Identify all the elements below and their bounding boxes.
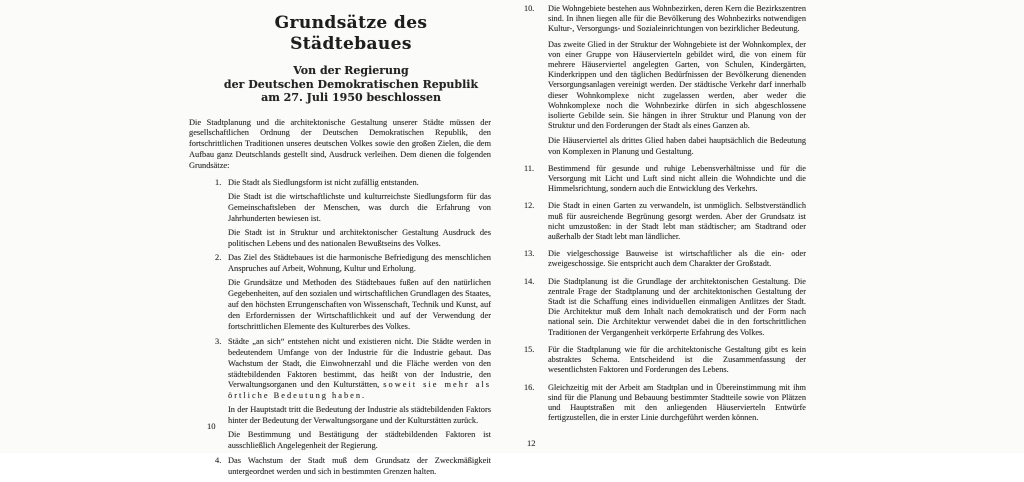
numbered-item-16 bbox=[524, 383, 806, 424]
item-body bbox=[548, 249, 806, 269]
item-paragraph: Die Grundsätze und Methoden des Städtebaues fußen auf den natürlichen Gegebenheiten, auf den sozialen und wirtschaftlichen Grundlagen des Staates, auf den höchsten Errungenschaften von Wissenschaft, Technik und Kunst, auf den Erfordernissen der Wirtschaftlichkeit und auf der Verwendung der fortschrittlichen Elemente des Kulturerbes des Volkes. bbox=[228, 278, 491, 331]
item-paragraph: Die Stadtplanung ist die Grundlage der architektonischen Gestaltung. Die zentrale Frage der Stadtplanung und der architektonischen Gestaltung der Stadt ist die Schaffung eines individuellen einmaligen Antlitzes der Stadt. Die Architektur muß dem Inhalt nach demokratisch und der Form nach national sein. Die Architektur verwendet dabei die in den fortschrittlichen Traditionen der Vergangenheit verkörperte Erfahrung des Volkes. bbox=[548, 276, 806, 337]
numbered-item-14 bbox=[524, 277, 806, 338]
item-body bbox=[548, 4, 806, 157]
item-body bbox=[548, 345, 806, 376]
item-number: 3. bbox=[215, 336, 222, 346]
item-number: 10. bbox=[524, 4, 535, 13]
numbered-item-4 bbox=[189, 456, 491, 478]
numbered-item-12 bbox=[524, 201, 806, 242]
intro-paragraph: Die Stadtplanung und die architektonische Gestaltung unserer Städte müssen der gesellschaftlichen Ordnung der Deutschen Demokratischen Republik, den fortschrittlichen Traditionen unseres deutschen Volkes sowie den großen Zielen, die dem Aufbau ganz Deutschlands gestellt sind, Ausdruck verleihen. Dem dienen die folgenden Grundsätze: bbox=[189, 117, 491, 171]
left-items-list bbox=[189, 178, 491, 478]
item-body bbox=[548, 164, 806, 195]
document-title: Grundsätze des Städtebaues bbox=[274, 13, 428, 54]
item-body bbox=[228, 337, 491, 452]
page-number-right: 12 bbox=[527, 438, 536, 448]
item-number: 4. bbox=[215, 455, 222, 465]
item-body bbox=[548, 277, 806, 338]
numbered-item-1 bbox=[189, 178, 491, 249]
item-paragraph: Für die Stadtplanung wie für die architektonische Gestaltung gibt es kein abstraktes Schema. Entscheidend ist die Zusammenfassung der wesentlichsten Faktoren und Forderungen des Lebens. bbox=[548, 344, 806, 375]
item-number: 15. bbox=[524, 344, 535, 354]
item-paragraph: Die vielgeschossige Bauweise ist wirtschaftlicher als die ein- oder zweigeschossige. Sie entspricht auch dem Charakter der Großstadt. bbox=[548, 249, 806, 269]
page-left bbox=[189, 13, 491, 482]
item-number: 2. bbox=[215, 253, 222, 263]
subtitle-line-3: am 27. Juli 1950 beschlossen bbox=[261, 91, 441, 104]
item-number: 13. bbox=[524, 249, 535, 259]
item-paragraph: Die Stadt als Siedlungsform ist nicht zufällig entstanden. bbox=[228, 178, 419, 188]
numbered-item-13 bbox=[524, 249, 806, 269]
item-number: 12. bbox=[524, 201, 535, 211]
item-body bbox=[228, 178, 491, 249]
item-body bbox=[228, 253, 491, 332]
item-paragraph: Gleichzeitig mit der Arbeit am Stadtplan und in Übereinstimmung mit ihm sind für die Planung und Bebauung bestimmter Stadtteile sowie von Plätzen und Hauptstraßen mit den anliegenden Häuservierteln Entwürfe fertigzustellen, die in erster Linie durchgeführt werden können. bbox=[548, 382, 806, 423]
numbered-item-11 bbox=[524, 164, 806, 195]
numbered-item-3 bbox=[189, 337, 491, 452]
title-block bbox=[211, 13, 491, 105]
item-paragraph: Das zweite Glied in der Struktur der Wohngebiete ist der Wohnkomplex, der von einer Gruppe von Häuservierteln gebildet wird, die von einem für mehrere Häuserviertel angelegten Garten, von Schulen, Kindergärten, Kinderkrippen und den täglichen Bedürfnissen der Bevölkerung dienenden Versorgungsanlagen vereinigt werden. Der städtische Verkehr darf innerhalb dieser Wohnkomplexe nicht zugelassen werden, aber weder die Wohnkomplexe noch die Wohnbezirke dürfen in sich abgeschlossene isolierte Gebilde sein. Sie hängen in ihrer Struktur und Planung von der Struktur und den Forderungen der Stadt als eines Ganzen ab. bbox=[548, 39, 806, 131]
item-paragraph: Das Wachstum der Stadt muß dem Grundsatz der Zweckmäßigkeit untergeordnet werden und sich in bestimmten Grenzen halten. bbox=[228, 455, 491, 476]
page-number-left: 10 bbox=[207, 421, 216, 431]
item-body bbox=[548, 383, 806, 424]
item-body bbox=[228, 456, 491, 478]
item-number: 1. bbox=[215, 178, 222, 188]
item-paragraph: Die Stadt ist die wirtschaftlichste und kulturreichste Siedlungsform für das Gemeinschaftsleben der Menschen, was durch die Erfahrung von Jahrhunderten bewiesen ist. bbox=[228, 191, 491, 223]
item-number: 16. bbox=[524, 382, 535, 392]
item-paragraph: Die Stadt in einen Garten zu verwandeln, ist unmöglich. Selbstverständlich muß für ausreichende Begrünung gesorgt werden. Aber der Grundsatz ist nicht umzustoßen: in der Stadt lebt man städtischer; am Stadtrand oder außerhalb der Stadt lebt man ländlicher. bbox=[548, 201, 806, 242]
item-number: 11. bbox=[524, 163, 535, 173]
item-paragraph: Die Häuserviertel als drittes Glied haben dabei hauptsächlich die Bedeutung von Komplexen in Planung und Gestaltung. bbox=[548, 136, 806, 156]
numbered-item-15 bbox=[524, 345, 806, 376]
item-body bbox=[548, 201, 806, 242]
paragraph-text: Städte „an sich“ entstehen nicht und existieren nicht. Die Städte werden in bedeutendem Umfange von der Industrie für die Industrie gebaut. Das Wachstum der Stadt, die Einwohnerzahl und die Fläche werden von den städtebildenden Faktoren bestimmt, das heißt von der Industrie, den Verwaltungsorganen und den Kulturstätten, bbox=[228, 336, 491, 390]
subtitle-line-2: der Deutschen Demokratischen Republik bbox=[223, 77, 479, 91]
letterspaced-phrase: soweit sie mehr als örtliche Bedeutung haben. bbox=[228, 380, 491, 401]
item-paragraph: Die Bestimmung und Bestätigung der städtebildenden Faktoren ist ausschließlich Angelegenheit der Regierung. bbox=[228, 430, 491, 450]
subtitle-line-1: Von der Regierung bbox=[293, 64, 409, 77]
item-paragraph: Bestimmend für gesunde und ruhige Lebensverhältnisse und für die Versorgung mit Licht und Luft sind nicht allein die Wohndichte und die Himmelsrichtung, sondern auch die Entwicklung des Verkehrs. bbox=[548, 163, 806, 194]
item-number: 14. bbox=[524, 276, 535, 286]
item-paragraph: Das Ziel des Städtebaues ist die harmonische Befriedigung des menschlichen Anspruches auf Arbeit, Wohnung, Kultur und Erholung. bbox=[228, 253, 491, 274]
item-paragraph bbox=[228, 337, 491, 402]
numbered-item-2 bbox=[189, 253, 491, 332]
numbered-item-10 bbox=[524, 4, 806, 157]
page-right bbox=[524, 4, 806, 430]
right-items-list bbox=[524, 4, 806, 423]
item-paragraph: Die Stadt ist in Struktur und architektonischer Gestaltung Ausdruck des politischen Lebens und des nationalen Bewußtseins des Volkes. bbox=[228, 227, 491, 248]
item-paragraph: In der Hauptstadt tritt die Bedeutung der Industrie als städtebildenden Faktors hinter der Bedeutung der Verwaltungsorgane und der Kulturstätten zurück. bbox=[228, 405, 491, 426]
item-paragraph: Die Wohngebiete bestehen aus Wohnbezirken, deren Kern die Bezirkszentren sind. In ihnen liegen alle für die Bevölkerung des Wohnbezirks notwendigen Kultur-, Versorgungs- und Sozialeinrichtungen von bezirklicher Bedeutung. bbox=[548, 4, 806, 34]
